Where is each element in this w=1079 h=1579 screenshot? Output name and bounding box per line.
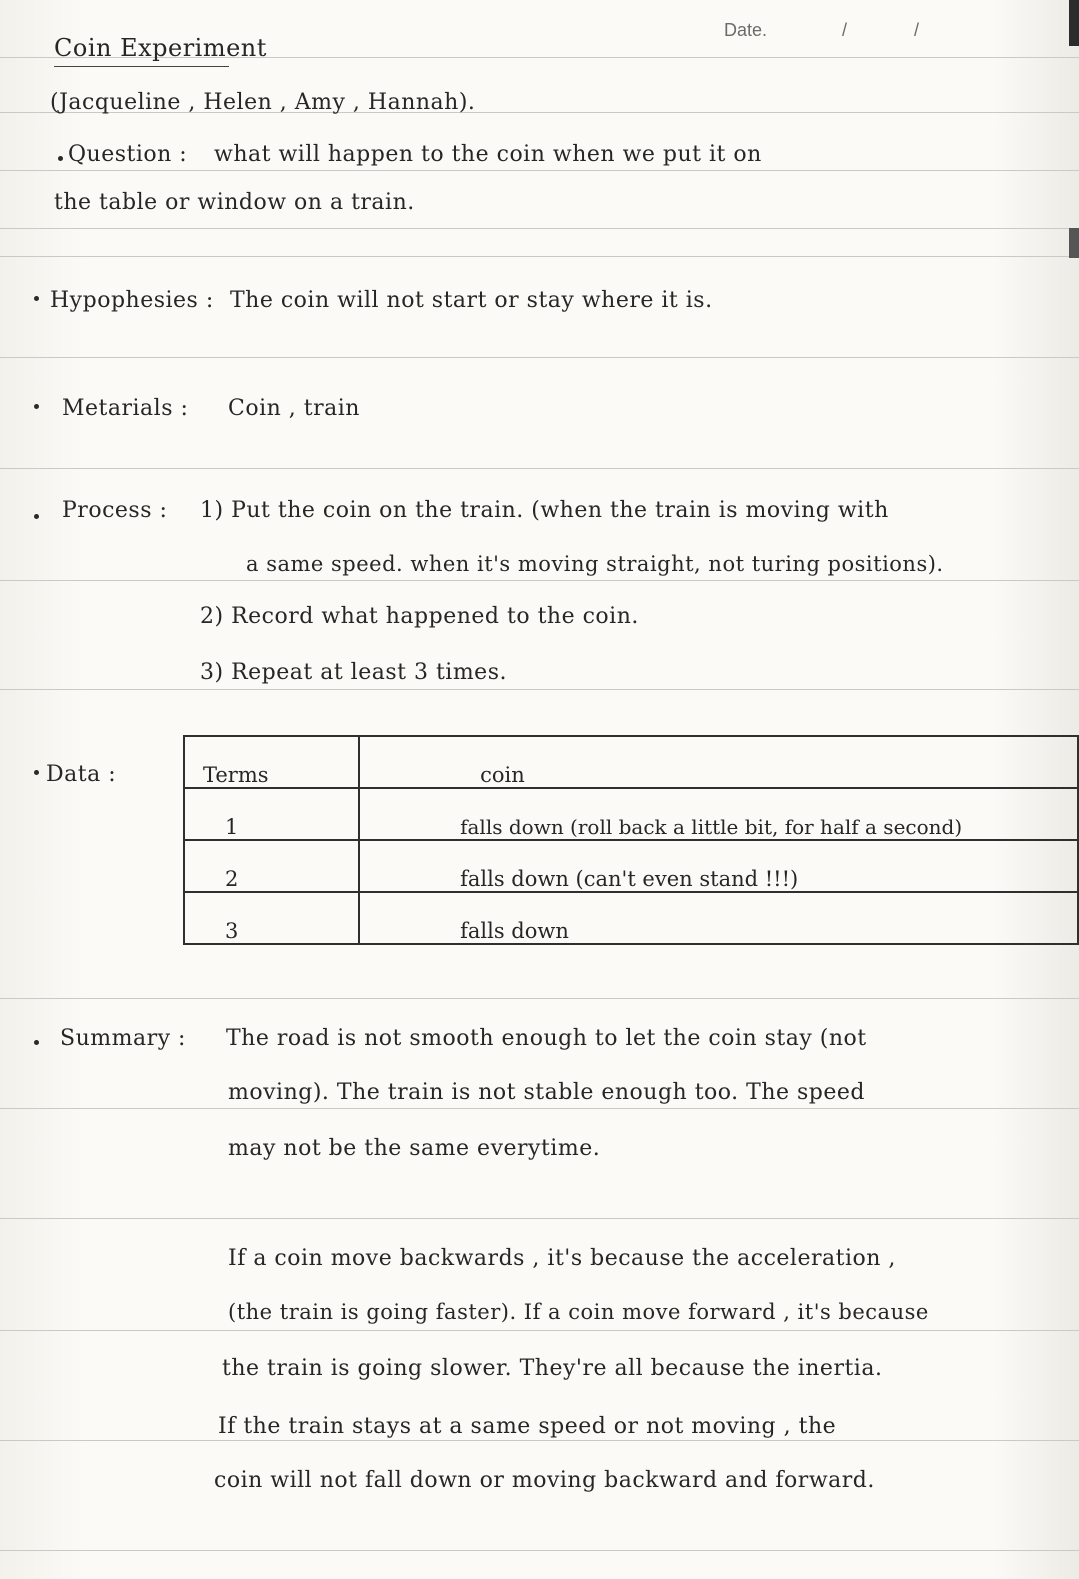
conclusion-line-3: the train is going slower. They're all because the inertia. xyxy=(222,1356,883,1381)
table-header-cell: coin xyxy=(359,736,1078,788)
hypothesis-label: Hypophesies : xyxy=(50,288,214,313)
summary-line-1: The road is not smooth enough to let the coin stay (not xyxy=(226,1026,867,1051)
summary-line-3: may not be the same everytime. xyxy=(228,1136,601,1161)
table-cell: 2 xyxy=(184,840,359,892)
table-cell: 3 xyxy=(184,892,359,944)
ruled-line xyxy=(0,998,1079,999)
ruled-line xyxy=(0,1218,1079,1219)
table-row xyxy=(184,788,1078,840)
date-label: Date. xyxy=(724,20,768,40)
summary-label: Summary : xyxy=(60,1026,186,1051)
question-label: Question : xyxy=(68,142,188,167)
title-underline xyxy=(54,66,229,67)
conclusion-line-4: If the train stays at a same speed or not moving , the xyxy=(218,1414,837,1439)
materials-label: Metarials : xyxy=(62,396,189,421)
table-row xyxy=(184,840,1078,892)
page-edge-tab xyxy=(1069,0,1079,46)
table-cell: 1 xyxy=(184,788,359,840)
bullet xyxy=(34,296,39,301)
ruled-line xyxy=(0,689,1079,690)
ruled-line xyxy=(0,170,1079,171)
page-edge-tab xyxy=(1069,228,1079,258)
hypothesis-text: The coin will not start or stay where it is. xyxy=(230,288,713,313)
table-row xyxy=(184,892,1078,944)
process-step-3: 3) Repeat at least 3 times. xyxy=(200,660,507,685)
bullet xyxy=(34,514,39,519)
conclusion-line-5: coin will not fall down or moving backward and forward. xyxy=(214,1468,875,1493)
table-cell: falls down xyxy=(359,892,1078,944)
table-header-cell: Terms xyxy=(184,736,359,788)
ruled-line xyxy=(0,580,1079,581)
ruled-line xyxy=(0,1330,1079,1331)
date-slash: / xyxy=(842,20,848,40)
process-step-1-line-2: a same speed. when it's moving straight, not turing positions). xyxy=(246,552,944,576)
bullet xyxy=(34,1040,39,1045)
bullet xyxy=(34,770,39,775)
bullet xyxy=(58,156,63,161)
ruled-line xyxy=(0,228,1079,229)
ruled-line xyxy=(0,1440,1079,1441)
bullet xyxy=(34,404,39,409)
ruled-line xyxy=(0,1108,1079,1109)
ruled-line xyxy=(0,256,1079,257)
data-label: Data : xyxy=(46,762,117,787)
summary-line-2: moving). The train is not stable enough too. The speed xyxy=(228,1080,865,1105)
conclusion-line-2: (the train is going faster). If a coin move forward , it's because xyxy=(228,1300,929,1324)
ruled-line xyxy=(0,1550,1079,1551)
question-line-1: what will happen to the coin when we put it on xyxy=(214,142,762,167)
process-step-2: 2) Record what happened to the coin. xyxy=(200,604,639,629)
group-members: (Jacqueline , Helen , Amy , Hannah). xyxy=(50,90,476,115)
question-line-2: the table or window on a train. xyxy=(54,190,415,215)
table-cell: falls down (can't even stand !!!) xyxy=(359,840,1078,892)
date-slash: / xyxy=(914,20,920,40)
table-cell: falls down (roll back a little bit, for half a second) xyxy=(359,788,1078,840)
process-label: Process : xyxy=(62,498,168,523)
data-table xyxy=(183,735,1079,945)
ruled-line xyxy=(0,468,1079,469)
process-step-1-line-1: 1) Put the coin on the train. (when the train is moving with xyxy=(200,498,889,523)
ruled-line xyxy=(0,357,1079,358)
conclusion-line-1: If a coin move backwards , it's because the acceleration , xyxy=(228,1246,896,1271)
table-header-row xyxy=(184,736,1078,788)
materials-text: Coin , train xyxy=(228,396,360,421)
page-title: Coin Experiment xyxy=(54,34,267,62)
